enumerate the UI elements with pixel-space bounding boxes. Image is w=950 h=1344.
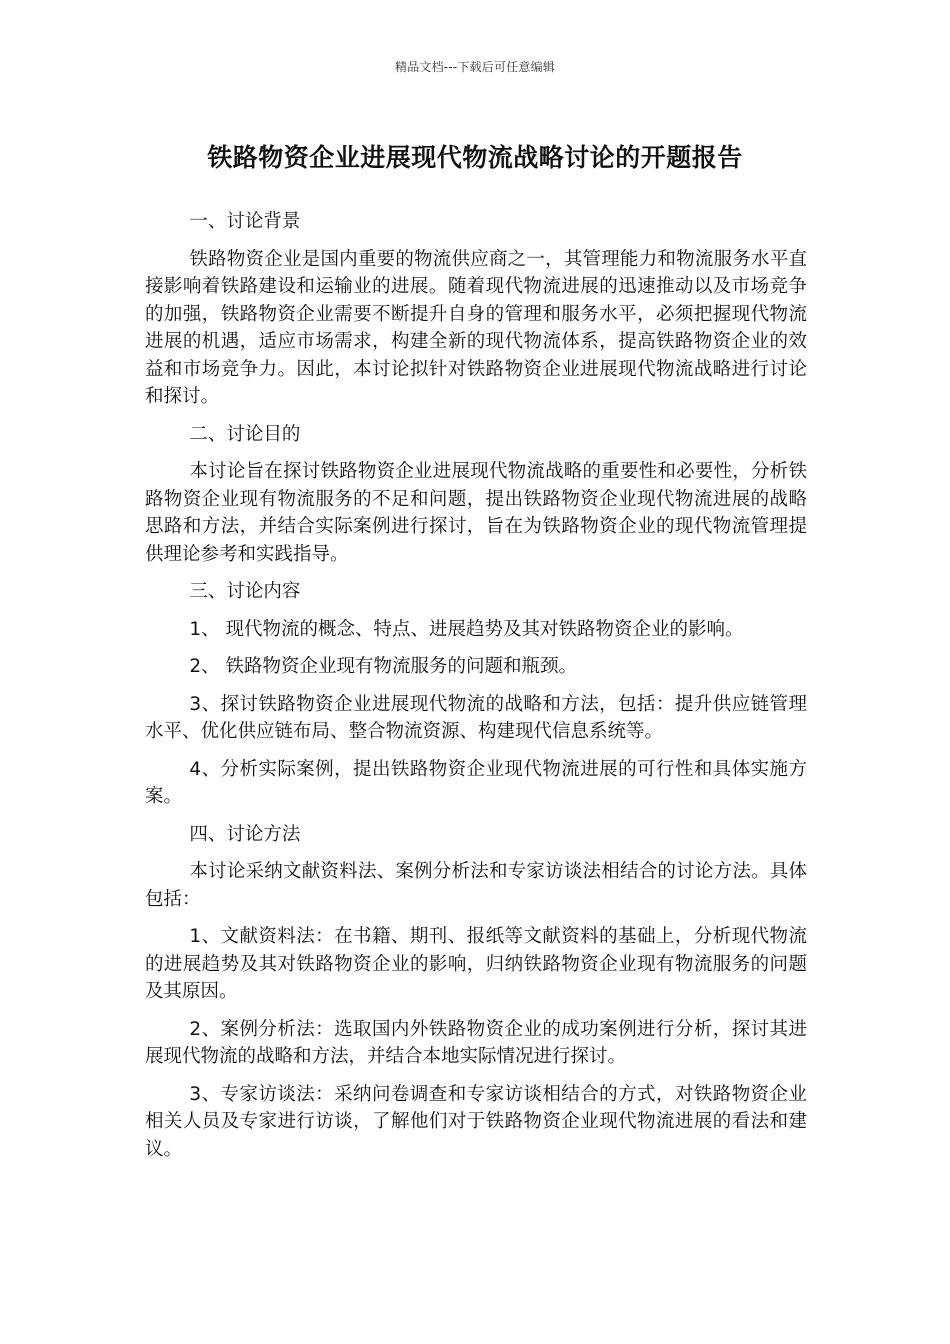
content-item-4: 4、分析实际案例，提出铁路物资企业现代物流进展的可行性和具体实施方案。 xyxy=(145,758,807,807)
paragraph-method: 本讨论采纳文献资料法、案例分析法和专家访谈法相结合的讨论方法。具体包括： xyxy=(145,861,807,910)
content-item-1: 1、 现代物流的概念、特点、进展趋势及其对铁路物资企业的影响。 xyxy=(189,618,744,640)
method-item-3: 3、专家访谈法：采纳问卷调查和专家访谈相结合的方式，对铁路物资企业相关人员及专家进行访谈，了解他们对于铁路物资企业现代物流进展的看法和建议。 xyxy=(145,1083,807,1160)
content-item-2: 2、 铁路物资企业现有物流服务的问题和瓶颈。 xyxy=(189,656,578,677)
page-header-note: 精品文档---下载后可任意编辑 xyxy=(395,60,555,74)
method-item-2: 2、案例分析法：选取国内外铁路物资企业的成功案例进行分析，探讨其进展现代物流的战略和方法，并结合本地实际情况进行探讨。 xyxy=(145,1018,807,1067)
paragraph-background: 铁路物资企业是国内重要的物流供应商之一，其管理能力和物流服务水平直接影响着铁路建设和运输业的进展。随着现代物流进展的迅速推动以及市场竞争的加强，铁路物资企业需要不断提升自身的管理和服务水平，必须把握现代物流进展的机遇，适应市场需求，构建全新的现代物流体系，提高铁路物资企业的效益和市场竞争力。因此，本讨论拟针对铁路物资企业进展现代物流战略进行讨论和探讨。 xyxy=(145,248,807,407)
content-item-3: 3、探讨铁路物资企业进展现代物流的战略和方法，包括：提升供应链管理水平、优化供应链布局、整合物流资源、构建现代信息系统等。 xyxy=(145,693,807,742)
section-heading-purpose: 二、讨论目的 xyxy=(189,423,301,445)
paragraph-purpose: 本讨论旨在探讨铁路物资企业进展现代物流战略的重要性和必要性，分析铁路物资企业现有物流服务的不足和问题，提出铁路物资企业现代物流进展的战略思路和方法，并结合实际案例进行探讨，旨在为铁路物资企业的现代物流管理提供理论参考和实践指导。 xyxy=(145,461,807,565)
section-heading-background: 一、讨论背景 xyxy=(189,211,301,232)
method-item-1: 1、文献资料法：在书籍、期刊、报纸等文献资料的基础上，分析现代物流的进展趋势及其对铁路物资企业的影响，归纳铁路物资企业现有物流服务的问题及其原因。 xyxy=(145,926,807,1002)
document-body xyxy=(145,208,807,1173)
section-heading-content: 三、讨论内容 xyxy=(189,581,301,602)
section-heading-method: 四、讨论方法 xyxy=(189,823,301,845)
document-title: 铁路物资企业进展现代物流战略讨论的开题报告 xyxy=(207,143,743,172)
